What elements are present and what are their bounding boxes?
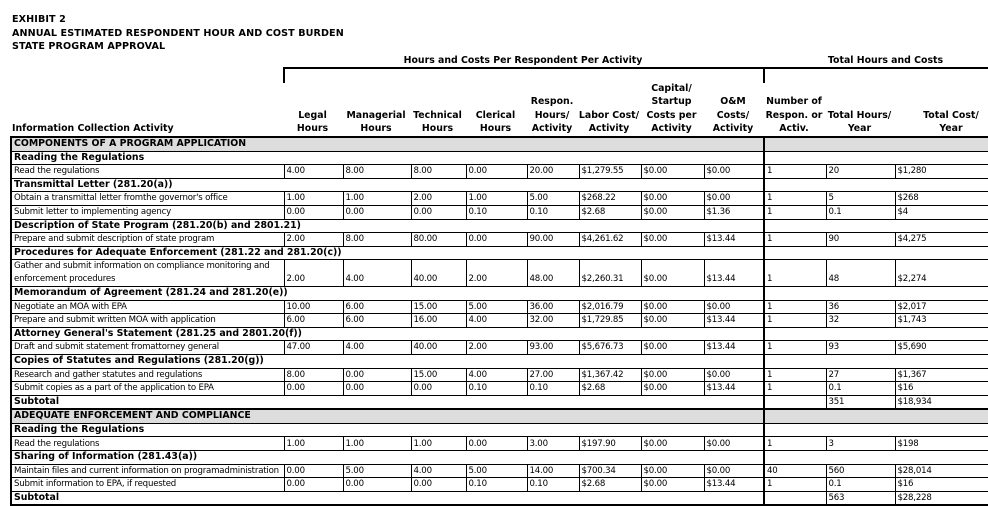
empty-cell (764, 451, 988, 465)
total-hours-cell: 32 (826, 314, 895, 328)
om-cost-cell: $1.36 (704, 205, 764, 219)
om-cost-cell: $13.44 (704, 341, 764, 355)
respondent-hours-cell: 27.00 (527, 368, 579, 382)
respondent-count-cell: 1 (764, 233, 826, 247)
managerial-hours-cell: 5.00 (343, 464, 411, 478)
labor-cost-cell: $2,016.79 (579, 300, 641, 314)
technical-hours-cell: 40.00 (411, 260, 466, 287)
capital-cost-cell: $0.00 (641, 341, 704, 355)
legal-hours-cell: 0.00 (284, 464, 343, 478)
subsection-label: Description of State Program (281.20(b) and 2801.21) (11, 219, 764, 233)
table-row (11, 437, 988, 451)
subsection-header-row (11, 354, 988, 368)
respondent-hours-cell: 0.10 (527, 382, 579, 396)
empty-cell (764, 178, 988, 192)
respondent-hours-cell: 14.00 (527, 464, 579, 478)
column-header: Labor Cost/ Activity (578, 109, 640, 135)
legal-hours-cell: 1.00 (284, 192, 343, 206)
labor-cost-cell: $700.34 (579, 464, 641, 478)
capital-cost-cell: $0.00 (641, 300, 704, 314)
clerical-hours-cell: 5.00 (466, 464, 527, 478)
total-hours-cell: 0.1 (826, 478, 895, 492)
column-header: Technical Hours (413, 109, 462, 135)
subsection-label: Reading the Regulations (11, 151, 764, 165)
activity-cell: Read the regulations (11, 165, 284, 179)
column-header: Total Hours/ Year (827, 109, 892, 135)
capital-cost-cell: $0.00 (641, 165, 704, 179)
column-header: O&M Costs/ Activity (712, 96, 754, 135)
legal-hours-cell: 2.00 (284, 260, 343, 287)
respondent-count-cell: 1 (764, 205, 826, 219)
table-row (11, 464, 988, 478)
respondent-count-cell: 1 (764, 314, 826, 328)
managerial-hours-cell: 6.00 (343, 300, 411, 314)
empty-cell (764, 219, 988, 233)
clerical-hours-cell: 0.00 (466, 437, 527, 451)
activity-cell: Submit letter to implementing agency (11, 205, 284, 219)
empty-cell (764, 137, 988, 151)
respondent-count-cell: 1 (764, 341, 826, 355)
column-header: Total Cost/ Year (923, 109, 979, 135)
subsection-label: Memorandum of Agreement (281.24 and 281.20(e)) (11, 286, 764, 300)
total-cost-cell: $16 (895, 382, 988, 396)
managerial-hours-cell: 8.00 (343, 233, 411, 247)
table-row (11, 478, 988, 492)
total-cost-cell: $16 (895, 478, 988, 492)
capital-cost-cell: $0.00 (641, 205, 704, 219)
managerial-hours-cell: 0.00 (343, 205, 411, 219)
table-row (11, 260, 988, 287)
subsection-header-row (11, 327, 988, 341)
activity-cell: Research and gather statutes and regulations (11, 368, 284, 382)
clerical-hours-cell: 1.00 (466, 192, 527, 206)
managerial-hours-cell: 0.00 (343, 382, 411, 396)
total-cost-cell: $2,274 (895, 260, 988, 287)
technical-hours-cell: 0.00 (411, 382, 466, 396)
subsection-header-row (11, 451, 988, 465)
capital-cost-cell: $0.00 (641, 260, 704, 287)
activity-cell: Obtain a transmittal letter fromthe governor's office (11, 192, 284, 206)
column-headers (0, 66, 988, 136)
burden-table (10, 136, 988, 506)
managerial-hours-cell: 6.00 (343, 314, 411, 328)
section-header-row (11, 409, 988, 423)
exhibit-title: ANNUAL ESTIMATED RESPONDENT HOUR AND COST BURDEN (12, 28, 344, 39)
total-cost-cell: $28,014 (895, 464, 988, 478)
empty-cell (764, 286, 988, 300)
subtotal-row (11, 395, 988, 409)
respondent-hours-cell: 0.10 (527, 478, 579, 492)
respondent-hours-cell: 20.00 (527, 165, 579, 179)
subsection-label: Procedures for Adequate Enforcement (281.22 and 281.20(c)) (11, 246, 764, 260)
legal-hours-cell: 0.00 (284, 478, 343, 492)
respondent-hours-cell: 90.00 (527, 233, 579, 247)
subtotal-cost: $18,934 (895, 395, 988, 409)
exhibit-subtitle: STATE PROGRAM APPROVAL (12, 41, 166, 52)
technical-hours-cell: 1.00 (411, 437, 466, 451)
total-cost-cell: $1,743 (895, 314, 988, 328)
total-cost-cell: $1,280 (895, 165, 988, 179)
table-row (11, 368, 988, 382)
total-hours-cell: 0.1 (826, 205, 895, 219)
total-hours-cell: 93 (826, 341, 895, 355)
subsection-header-row (11, 286, 988, 300)
total-hours-cell: 48 (826, 260, 895, 287)
total-cost-cell: $4,275 (895, 233, 988, 247)
capital-cost-cell: $0.00 (641, 464, 704, 478)
labor-cost-cell: $1,279.55 (579, 165, 641, 179)
legal-hours-cell: 8.00 (284, 368, 343, 382)
total-hours-cell: 20 (826, 165, 895, 179)
total-cost-cell: $5,690 (895, 341, 988, 355)
respondent-count-cell: 1 (764, 300, 826, 314)
clerical-hours-cell: 4.00 (466, 314, 527, 328)
capital-cost-cell: $0.00 (641, 233, 704, 247)
table-row (11, 165, 988, 179)
total-hours-cell: 27 (826, 368, 895, 382)
respondent-count-cell: 1 (764, 260, 826, 287)
capital-cost-cell: $0.00 (641, 368, 704, 382)
table-row (11, 341, 988, 355)
labor-cost-cell: $2.68 (579, 478, 641, 492)
labor-cost-cell: $197.90 (579, 437, 641, 451)
activity-cell: Prepare and submit description of state program (11, 233, 284, 247)
activity-cell: Submit information to EPA, if requested (11, 478, 284, 492)
clerical-hours-cell: 4.00 (466, 368, 527, 382)
capital-cost-cell: $0.00 (641, 478, 704, 492)
managerial-hours-cell: 1.00 (343, 437, 411, 451)
respondent-count-cell: 1 (764, 165, 826, 179)
empty-cell (764, 423, 988, 437)
legal-hours-cell: 0.00 (284, 382, 343, 396)
subsection-header-row (11, 151, 988, 165)
subsection-label: Transmittal Letter (281.20(a)) (11, 178, 764, 192)
respondent-count-cell: 1 (764, 368, 826, 382)
om-cost-cell: $0.00 (704, 165, 764, 179)
technical-hours-cell: 2.00 (411, 192, 466, 206)
empty-cell (764, 491, 826, 505)
total-cost-cell: $1,367 (895, 368, 988, 382)
subtotal-cost: $28,228 (895, 491, 988, 505)
subsection-header-row (11, 246, 988, 260)
total-cost-cell: $4 (895, 205, 988, 219)
clerical-hours-cell: 0.10 (466, 478, 527, 492)
technical-hours-cell: 40.00 (411, 341, 466, 355)
table-row (11, 192, 988, 206)
activity-cell: Negotiate an MOA with EPA (11, 300, 284, 314)
managerial-hours-cell: 4.00 (343, 341, 411, 355)
subsection-label: Attorney General's Statement (281.25 and 2801.20(f)) (11, 327, 764, 341)
activity-cell: Draft and submit statement fromattorney general (11, 341, 284, 355)
exhibit-number: EXHIBIT 2 (12, 14, 66, 25)
respondent-hours-cell: 36.00 (527, 300, 579, 314)
total-hours-cell: 5 (826, 192, 895, 206)
respondent-hours-cell: 32.00 (527, 314, 579, 328)
empty-cell (764, 395, 826, 409)
labor-cost-cell: $5,676.73 (579, 341, 641, 355)
table-row (11, 382, 988, 396)
technical-hours-cell: 8.00 (411, 165, 466, 179)
activity-cell: Prepare and submit written MOA with application (11, 314, 284, 328)
section-label: ADEQUATE ENFORCEMENT AND COMPLIANCE (11, 409, 764, 423)
clerical-hours-cell: 0.10 (466, 205, 527, 219)
om-cost-cell: $0.00 (704, 464, 764, 478)
activity-cell: Read the regulations (11, 437, 284, 451)
om-cost-cell: $0.00 (704, 437, 764, 451)
total-hours-cell: 36 (826, 300, 895, 314)
clerical-hours-cell: 0.00 (466, 233, 527, 247)
column-header: Managerial Hours (346, 109, 406, 135)
column-header: Capital/ Startup Costs per Activity (646, 82, 697, 135)
om-cost-cell: $13.44 (704, 314, 764, 328)
labor-cost-cell: $2.68 (579, 205, 641, 219)
labor-cost-cell: $4,261.62 (579, 233, 641, 247)
clerical-hours-cell: 0.10 (466, 382, 527, 396)
table-row (11, 314, 988, 328)
om-cost-cell: $0.00 (704, 192, 764, 206)
activity-cell: Gather and submit information on compliance monitoring and enforcement procedures (11, 260, 284, 287)
technical-hours-cell: 80.00 (411, 233, 466, 247)
legal-hours-cell: 10.00 (284, 300, 343, 314)
subtotal-label: Subtotal (11, 491, 764, 505)
total-hours-cell: 0.1 (826, 382, 895, 396)
group-header-totals: Total Hours and Costs (827, 55, 944, 66)
respondent-count-cell: 1 (764, 192, 826, 206)
group-header-per-activity: Hours and Costs Per Respondent Per Activity (403, 55, 643, 66)
empty-cell (764, 354, 988, 368)
respondent-hours-cell: 3.00 (527, 437, 579, 451)
respondent-hours-cell: 48.00 (527, 260, 579, 287)
technical-hours-cell: 0.00 (411, 478, 466, 492)
column-header: Clerical Hours (475, 109, 516, 135)
respondent-hours-cell: 93.00 (527, 341, 579, 355)
column-header: Number of Respon. or Activ. (765, 96, 823, 135)
technical-hours-cell: 16.00 (411, 314, 466, 328)
legal-hours-cell: 6.00 (284, 314, 343, 328)
respondent-hours-cell: 0.10 (527, 205, 579, 219)
clerical-hours-cell: 2.00 (466, 260, 527, 287)
capital-cost-cell: $0.00 (641, 314, 704, 328)
total-hours-cell: 560 (826, 464, 895, 478)
om-cost-cell: $13.44 (704, 233, 764, 247)
total-cost-cell: $2,017 (895, 300, 988, 314)
empty-cell (764, 409, 988, 423)
respondent-count-cell: 40 (764, 464, 826, 478)
section-header-row (11, 137, 988, 151)
managerial-hours-cell: 0.00 (343, 478, 411, 492)
subtotal-label: Subtotal (11, 395, 764, 409)
subsection-label: Sharing of Information (281.43(a)) (11, 451, 764, 465)
respondent-hours-cell: 5.00 (527, 192, 579, 206)
respondent-count-cell: 1 (764, 437, 826, 451)
technical-hours-cell: 15.00 (411, 368, 466, 382)
table-row (11, 233, 988, 247)
clerical-hours-cell: 0.00 (466, 165, 527, 179)
om-cost-cell: $13.44 (704, 478, 764, 492)
managerial-hours-cell: 4.00 (343, 260, 411, 287)
technical-hours-cell: 15.00 (411, 300, 466, 314)
column-header: Legal Hours (296, 109, 329, 135)
subsection-header-row (11, 423, 988, 437)
total-cost-cell: $198 (895, 437, 988, 451)
clerical-hours-cell: 2.00 (466, 341, 527, 355)
labor-cost-cell: $2.68 (579, 382, 641, 396)
capital-cost-cell: $0.00 (641, 382, 704, 396)
total-hours-cell: 3 (826, 437, 895, 451)
column-header: Information Collection Activity (12, 123, 174, 135)
labor-cost-cell: $2,260.31 (579, 260, 641, 287)
respondent-count-cell: 1 (764, 478, 826, 492)
managerial-hours-cell: 8.00 (343, 165, 411, 179)
managerial-hours-cell: 1.00 (343, 192, 411, 206)
technical-hours-cell: 0.00 (411, 205, 466, 219)
subsection-label: Reading the Regulations (11, 423, 764, 437)
table-row (11, 205, 988, 219)
capital-cost-cell: $0.00 (641, 437, 704, 451)
subsection-label: Copies of Statutes and Regulations (281.20(g)) (11, 354, 764, 368)
labor-cost-cell: $268.22 (579, 192, 641, 206)
subtotal-hours: 351 (826, 395, 895, 409)
empty-cell (764, 327, 988, 341)
column-header: Respon. Hours/ Activity (530, 96, 574, 135)
om-cost-cell: $13.44 (704, 382, 764, 396)
legal-hours-cell: 47.00 (284, 341, 343, 355)
empty-cell (764, 246, 988, 260)
respondent-count-cell: 1 (764, 382, 826, 396)
subtotal-row (11, 491, 988, 505)
activity-cell: Maintain files and current information on programadministration (11, 464, 284, 478)
legal-hours-cell: 2.00 (284, 233, 343, 247)
total-cost-cell: $268 (895, 192, 988, 206)
section-label: COMPONENTS OF A PROGRAM APPLICATION (11, 137, 764, 151)
managerial-hours-cell: 0.00 (343, 368, 411, 382)
empty-cell (764, 151, 988, 165)
om-cost-cell: $0.00 (704, 368, 764, 382)
om-cost-cell: $0.00 (704, 300, 764, 314)
legal-hours-cell: 4.00 (284, 165, 343, 179)
clerical-hours-cell: 5.00 (466, 300, 527, 314)
subsection-header-row (11, 178, 988, 192)
labor-cost-cell: $1,367.42 (579, 368, 641, 382)
om-cost-cell: $13.44 (704, 260, 764, 287)
total-hours-cell: 90 (826, 233, 895, 247)
subtotal-hours: 563 (826, 491, 895, 505)
labor-cost-cell: $1,729.85 (579, 314, 641, 328)
subsection-header-row (11, 219, 988, 233)
technical-hours-cell: 4.00 (411, 464, 466, 478)
activity-cell: Submit copies as a part of the application to EPA (11, 382, 284, 396)
legal-hours-cell: 0.00 (284, 205, 343, 219)
capital-cost-cell: $0.00 (641, 192, 704, 206)
table-row (11, 300, 988, 314)
legal-hours-cell: 1.00 (284, 437, 343, 451)
